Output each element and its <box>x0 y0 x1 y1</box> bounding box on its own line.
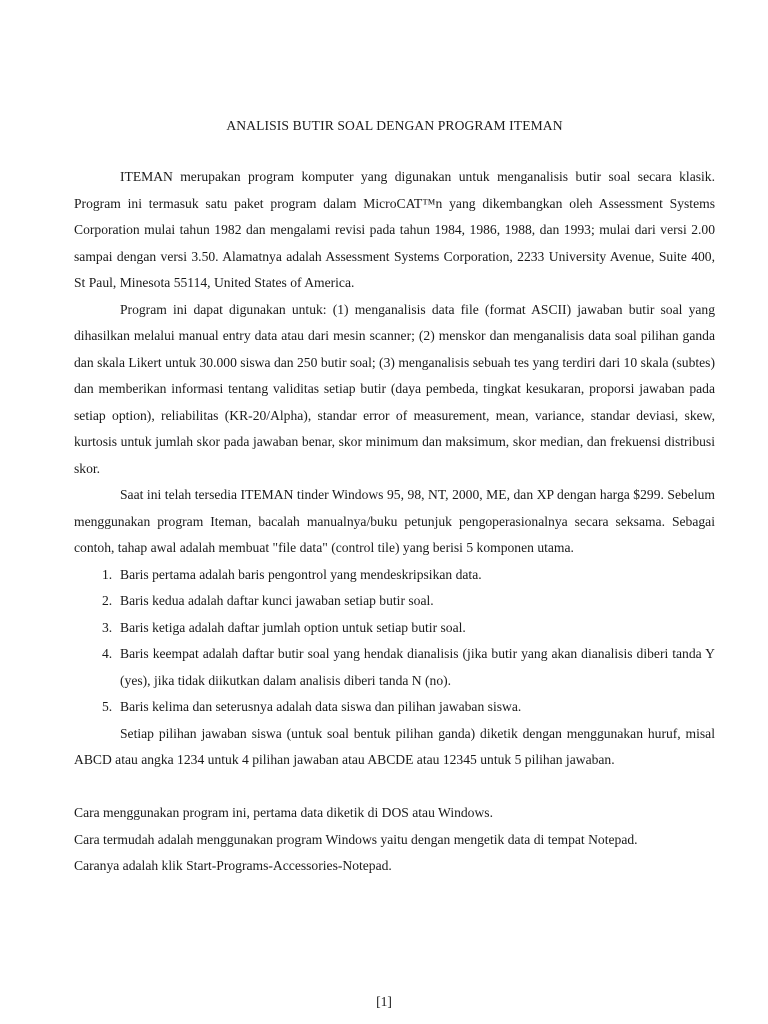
note-line: Caranya adalah klik Start-Programs-Accessories-Notepad. <box>74 858 392 873</box>
list-item-text: Baris kedua adalah daftar kunci jawaban setiap butir soal. <box>120 593 434 608</box>
list-item <box>74 694 715 721</box>
document-page <box>74 118 715 880</box>
list-item-text: Baris ketiga adalah daftar jumlah option untuk setiap butir soal. <box>120 619 466 635</box>
list-item-number: 1. <box>102 566 113 582</box>
list-item <box>74 641 715 694</box>
component-list <box>74 562 715 721</box>
list-item-number: 5. <box>102 699 113 714</box>
page-number: [1] <box>376 994 392 1009</box>
document-title: ANALISIS BUTIR SOAL DENGAN PROGRAM ITEMAN <box>226 118 563 133</box>
list-item <box>74 562 715 589</box>
list-item-number: 3. <box>102 619 113 635</box>
list-item-text: Baris kelima dan seterusnya adalah data siswa dan pilihan jawaban siswa. <box>120 699 522 714</box>
spacer <box>74 774 715 801</box>
note-line: Cara termudah adalah menggunakan program Windows yaitu dengan mengetik data di tempat Notepad. <box>74 831 638 847</box>
paragraph-availability: Saat ini telah tersedia ITEMAN tinder Windows 95, 98, NT, 2000, ME, dan XP dengan harga $299. Sebelum menggunakan program Iteman, bacalah manualnya/buku petunjuk pengoperasionalnya secara seksama. Sebagai contoh, tahap awal adalah membuat "file data" (control tile) yang berisi 5 komponen utama. <box>74 487 715 555</box>
list-item <box>74 615 715 642</box>
list-item-text: Baris pertama adalah baris pengontrol yang mendeskripsikan data. <box>120 566 482 582</box>
note-line: Cara menggunakan program ini, pertama data diketik di DOS atau Windows. <box>74 805 493 820</box>
paragraph-intro: ITEMAN merupakan program komputer yang digunakan untuk menganalisis butir soal secara klasik. Program ini termasuk satu paket program dalam MicroCAT™n yang dikembangkan oleh Assessment Systems Corporation mulai tahun 1982 dan mengalami revisi pada tahun 1984, 1986, 1988, dan 1993; mulai dari versi 2.00 sampai dengan versi 3.50. Alamatnya adalah Assessment Systems Corporation, 2233 University Avenue, Suite 400, St Paul, Minesota 55114, United States of America. <box>74 169 715 290</box>
paragraph-uses: Program ini dapat digunakan untuk: (1) menganalisis data file (format ASCII) jawaban butir soal yang dihasilkan melalui manual entry data atau dari mesin scanner; (2) menskor dan menganalisis data soal pilihan ganda dan skala Likert untuk 30.000 siswa dan 250 butir soal; (3) menganalisis sebuah tes yang terdiri dari 10 skala (subtes) dan memberikan informasi tentang validitas setiap butir (daya pembeda, tingkat kesukaran, proporsi jawaban pada setiap option), reliabilitas (KR-20/Alpha), standar error of measurement, mean, variance, standar deviasi, skew, kurtosis untuk jumlah skor pada jawaban benar, skor minimum dan maksimum, skor median, dan frekuensi distribusi skor. <box>74 301 715 476</box>
paragraph-answer-format: Setiap pilihan jawaban siswa (untuk soal bentuk pilihan ganda) diketik dengan menggunakan huruf, misal ABCD atau angka 1234 untuk 4 pilihan jawaban atau ABCDE atau 12345 untuk 5 pilihan jawaban. <box>74 725 715 767</box>
list-item-text: Baris keempat adalah daftar butir soal yang hendak dianalisis (jika butir yang akan dianalisis diberi tanda Y (yes), jika tidak diikutkan dalam analisis diberi tanda N (no). <box>120 646 715 688</box>
list-item <box>74 588 715 615</box>
list-item-number: 2. <box>102 593 113 608</box>
list-item-number: 4. <box>102 646 113 661</box>
